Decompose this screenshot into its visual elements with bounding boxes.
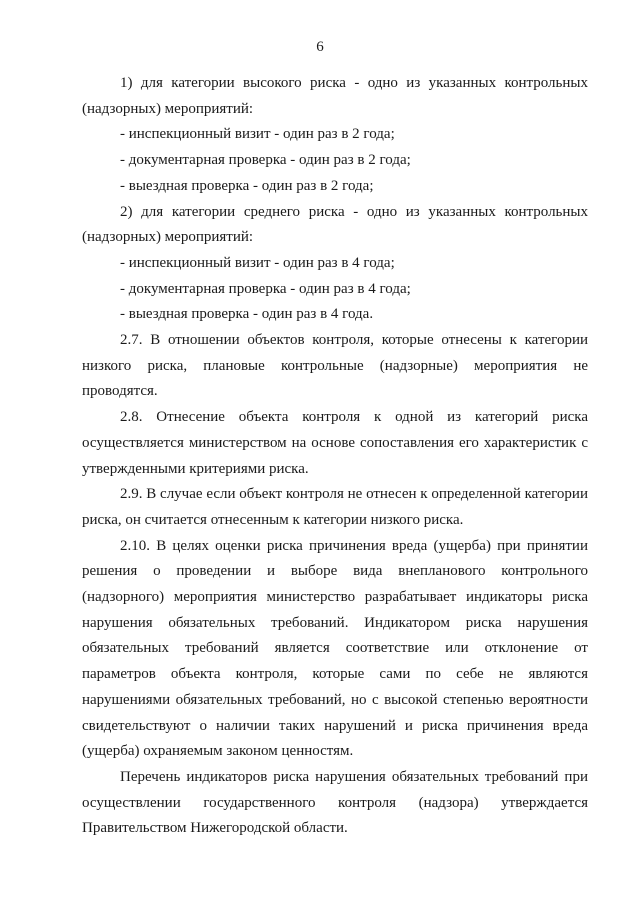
list-item-field-check-2y: - выездная проверка - один раз в 2 года; [120,177,374,194]
document-body [82,71,588,842]
paragraph-high-risk-intro: 1) для категории высокого риска - одно из указанных контрольных (надзорных) мероприятий: [82,75,588,117]
page-number: 6 [316,39,324,55]
paragraph-2-10: 2.10. В целях оценки риска причинения вреда (ущерба) при принятии решения о проведении и выборе вида внепланового контрольного (надзорного) мероприятия министерство разрабатывает индикаторы риска нарушения обязательных требований. Индикатором риска нарушения обязательных требований является соответствие или отклонение от параметров объекта контроля, которые сами по себе не являются нарушениями обязательных требований, но с высокой степенью вероятности свидетельствуют о наличии таких нарушений и риска причинения вреда (ущерба) охраняемым законом ценностям. [82,537,588,760]
paragraph-2-8: 2.8. Отнесение объекта контроля к одной из категорий риска осуществляется министерством на основе сопоставления его характеристик с утвержденными критериями риска. [82,409,588,477]
paragraph-medium-risk-intro: 2) для категории среднего риска - одно из указанных контрольных (надзорных) мероприятий: [82,203,588,246]
paragraph-indicators-list: Перечень индикаторов риска нарушения обязательных требований при осуществлении государственного контроля (надзора) утверждается Правительством Нижегородской области. [82,768,588,837]
list-item-documentary-check-4y: - документарная проверка - один раз в 4 года; [120,280,411,297]
list-item-inspection-visit-2y: - инспекционный визит - один раз в 2 года; [120,126,395,143]
list-item-inspection-visit-4y: - инспекционный визит - один раз в 4 года; [120,254,395,271]
list-item-documentary-check-2y: - документарная проверка - один раз в 2 года; [120,152,411,169]
paragraph-2-9: 2.9. В случае если объект контроля не отнесен к определенной категории риска, он считается отнесенным к категории низкого риска. [82,486,588,528]
paragraph-2-7: 2.7. В отношении объектов контроля, которые отнесены к категории низкого риска, плановые контрольные (надзорные) мероприятия не проводятся. [82,332,588,400]
list-item-field-check-4y: - выездная проверка - один раз в 4 года. [120,306,374,323]
